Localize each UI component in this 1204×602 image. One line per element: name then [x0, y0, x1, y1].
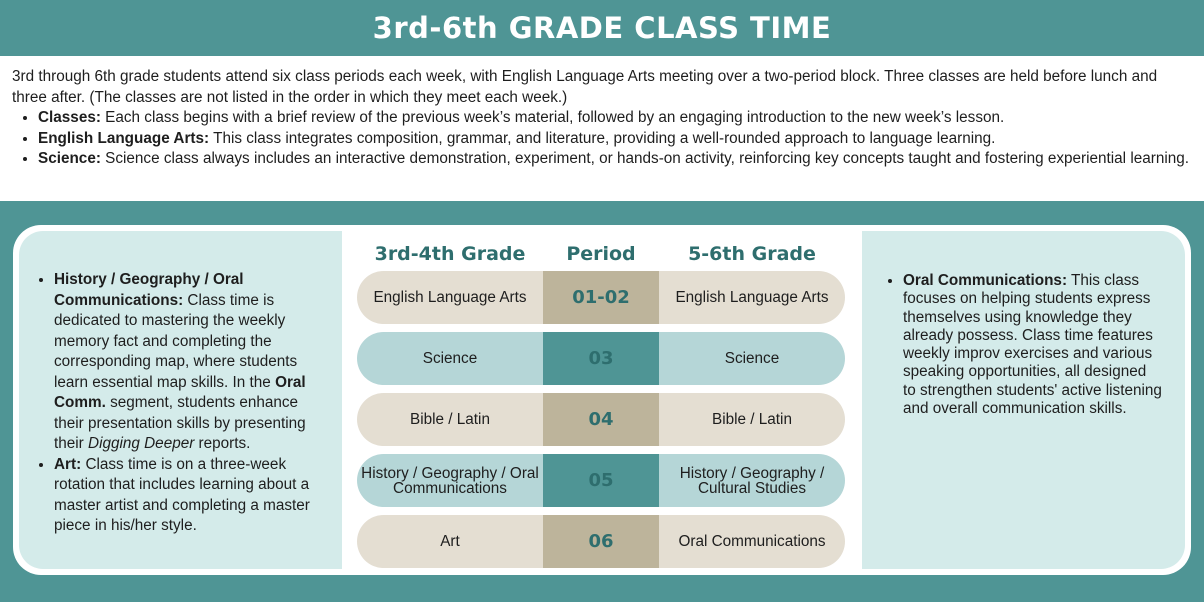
row-3rd-4th-class: Art — [440, 533, 460, 550]
left-item-history-geography — [54, 270, 324, 455]
item-text: Class time is on a three-week rotation that includes learning about a master artist and completing a master piece in his/her style. — [54, 455, 310, 534]
intro-paragraph: 3rd through 6th grade students attend six class periods each week, with English Language Arts meeting over a two-period block. Three classes are held before lunch and three after. (The classes are not listed in the order in which they meet each week.) — [12, 68, 1158, 106]
left-item-art — [54, 455, 324, 537]
column-header-3rd-4th: 3rd-4th Grade — [374, 243, 526, 265]
schedule-row — [357, 393, 845, 446]
intro-section — [12, 67, 1192, 170]
schedule-row — [357, 332, 845, 385]
bullet-text: This class integrates composition, grammar, and literature, providing a well-rounded approach to language learning. — [209, 129, 996, 147]
row-period-number: 06 — [543, 515, 659, 568]
bullet-english-language-arts — [38, 129, 1192, 150]
row-5th-6th-class: Oral Communications — [678, 533, 826, 550]
bullet-text: Each class begins with a brief review of the previous week’s material, followed by an engaging introduction to the new week’s lesson. — [100, 109, 1005, 126]
column-header-5th-6th: 5-6th Grade — [688, 243, 816, 265]
row-3rd-4th-class: History / Geography / Oral Communications — [361, 464, 539, 497]
item-text: Class time is dedicated to mastering the weekly memory fact and completing the corresponding map, where students learn essential map skills. In the — [54, 291, 298, 391]
row-5th-6th-class: Bible / Latin — [712, 411, 792, 428]
item-italic-text: Digging Deeper — [88, 435, 195, 452]
row-5th-6th-class: English Language Arts — [675, 289, 829, 306]
item-text: reports. — [194, 435, 251, 452]
item-term: History / Geography / Oral Communications: — [54, 271, 244, 309]
row-period-number: 04 — [543, 393, 659, 446]
schedule-row — [357, 515, 845, 568]
schedule-row — [357, 271, 845, 324]
bullet-text: Science class always includes an interactive demonstration, experiment, or hands-on activity, reinforcing key concepts taught and fostering experiential learning. — [100, 150, 1189, 167]
item-term: Oral Communications: — [903, 272, 1068, 289]
left-panel-text — [34, 270, 324, 537]
item-term: Art: — [54, 455, 82, 473]
schedule-section — [0, 201, 1204, 602]
column-header-period: Period — [566, 243, 636, 265]
header-bar — [0, 0, 1204, 56]
row-5th-6th-class: History / Geography / Cultural Studies — [679, 464, 825, 497]
bullet-term: Science: — [38, 150, 101, 167]
bullet-term: English Language Arts: — [38, 129, 210, 147]
right-panel-text — [883, 272, 1163, 418]
item-term-secondary: Oral Comm. — [54, 373, 306, 411]
row-3rd-4th-class: Science — [422, 350, 478, 367]
row-period-number: 01-02 — [543, 271, 659, 324]
row-3rd-4th-class: English Language Arts — [373, 289, 527, 306]
item-text: This class focuses on helping students express themselves using knowledge they already possess. Class time features weekly improv exercises and various speaking opportunities, all designed to strengthen students' active listening and overall communication skills. — [903, 272, 1162, 418]
page-title: 3rd-6th GRADE CLASS TIME — [372, 11, 832, 45]
bullet-classes — [38, 108, 1192, 129]
item-text: segment, students enhance their presentation skills by presenting their — [54, 394, 306, 452]
schedule-card — [13, 225, 1191, 575]
row-5th-6th-class: Science — [724, 350, 780, 367]
row-period-number: 03 — [543, 332, 659, 385]
row-period-number: 05 — [543, 454, 659, 507]
schedule-row — [357, 454, 845, 507]
bullet-term: Classes: — [38, 109, 101, 126]
right-item-oral-communications — [903, 272, 1163, 418]
row-3rd-4th-class: Bible / Latin — [410, 411, 490, 428]
bullet-science — [38, 149, 1192, 170]
intro-bullet-list — [12, 108, 1192, 170]
